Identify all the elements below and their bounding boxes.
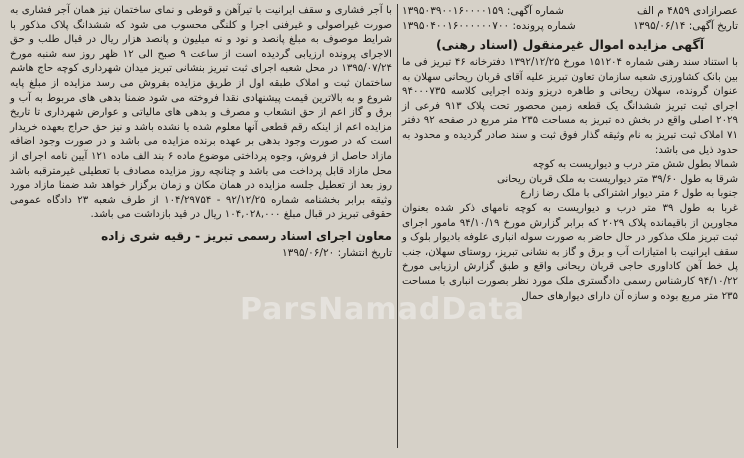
header-row-1 [402,4,738,19]
publish-date: تاریخ انتشار: ۱۳۹۵/۰۶/۲۰ [282,246,392,259]
left-column [6,4,393,452]
notice-date: تاریخ آگهی: ۱۳۹۵/۰۶/۱۴ [633,20,738,32]
column-divider [397,4,398,448]
notice-title: آگهی مزایده اموال غیرمنقول (اسناد رهنی) [435,37,705,52]
signature-line: معاون اجرای اسناد رسمی تبریز - رقیه شری زاده [101,228,392,243]
right-column [402,4,738,452]
header-row-2 [402,19,738,34]
notice-number: شماره آگهی: ۱۳۹۵۰۳۹۰۰۱۶۰۰۰۰۱۵۹ [402,5,564,17]
left-body-text: با آجر فشاری و سقف ایرانیت با تیرآهن و قوطی و نمای ساختمان نیز همان آجر فشاری به صورت غیراصولی و غیرفنی اجرا و کلنگی محسوب می شود که ششدانگ پلاک مذکور با شرایط موصوف به مبلغ پانصد و نود و نه میلیون و پانصد هزار ریال در قبال طلب و حق الاجرای پرونده ارزیابی گردیده است از ساعت ۹ صبح الی ۱۲ ظهر روز سه شنبه مورخ ۱۳۹۵/۰۷/۲۴ در محل شعبه اجرای ثبت تبریز بنشانی تبریز میدان شهرداری کوچه حاج هاشم ساختمان ثبت و املاک طبقه اول از طریق مزایده بفروش می رسد مزایده از مبلغ پایه شروع و به بالاترین قیمت پیشنهادی نقدا فروخته می شود ضمنا بدهی های مربوط به آب و برق و گاز اعم از حق انشعاب و مصرف و بدهی های مالیاتی و عوارض شهرداری تا تاریخ مزایده اعم از اینکه رقم قطعی آنها معلوم شده یا نشده باشد و نیز حق حراج بعهده خریدار است که در صورت وجود بدهی بر عهده برنده مزایده می باشد و در صورت وجود اضافه مازاد حاصل از فروش، وجوه پرداختی موضوع ماده ۶ بند الف ماده ۱۲۱ آیین نامه اجرای از محل مازاد قابل پرداخت می باشد و چنانچه روز مزایده مصادف با تعطیلی غیرمترقبه باشد روز بعد از تعطیل جلسه مزایده در همان مکان و زمان برگزار خواهد شد ضمنا مازاد مورد وثیقه برابر بخشنامه شماره ۹۲/۱۲/۲۵ - ۱۰۴/۲۹۷۵۴ از طرف شعبه ۲۳ دادگاه عمومی حقوقی تبریز در قبال مبلغ ۱۰۴,۰۲۸,۰۰۰ ریال در قید بازداشت می باشد. [6,5,393,221]
case-number: شماره پرونده: ۱۳۹۵۰۴۰۰۱۶۰۰۰۰۰۰۷۰۰ [402,20,576,32]
publisher-number: عصرازادی ۴۸۵۹ م الف [636,5,738,17]
watermark: ParsNamadData [240,292,526,327]
right-body-text: با استناد سند رهنی شماره ۱۵۱۲۰۴ مورخ ۱۳۹۲/۱۲/۲۵ دفترخانه ۴۶ تبریز فی ما بین بانک کشاورزی شعبه سازمان تعاون تبریز علیه آقای قربان ریحانی سهلان به عنوان گرونده، سهلان ریحانی و طاهره دریزو ونده اجرایی کلاسه ۹۴۰۰۰۷۳۵ اجرای ثبت تبریز ششدانگ یک قطعه زمین محصور تحت پلاک ۹۱۳ فرعی از ۲۰۲۹ اصلی واقع در بخش ده تبریز به مساحت ۲۳۵ متر مربع در صفحه ۹۲ دفتر ۷۱ املاک ثبت تبریز به نام وثیقه گذار فوق ثبت و سند صادر گردیده و محدود به حدود ذیل می باشد: شمالا بطول شش متر درب و دیواریست به کوچه شرقا به طول ۳۹/۶۰ متر دیواریست به ملک قربان ریحانی جنوبا به طول ۶ متر دیوار اشتراکی با ملک رضا زارع غربا به طول ۳۹ متر درب و دیواریست به کوچه نامهای ذکر شده بعنوان مجاورین از باقیمانده پلاک ۲۰۲۹ که برابر گزارش مورخ ۹۴/۱۰/۱۹ مامور اجرای ثبت تبریز ملک مذکور در حال حاضر به صورت سوله انباری علوفه بادیوار بلوک و سقف ایرانیت با امتیازات آب و برق و گاز به نشانی تبریز، روستای سهلان، جنب پل خط آهن کاداوری حاجی قربان ریحانی واقع و طبق گزارش ارزیابی مورخ ۹۴/۱۰/۲۲ کارشناس رسمی دادگستری ملک مورد نظر بصورت انباری با مساحت ۲۳۵ متر مربع بوده و سازه آن دارای دیوارهای حمال [402,57,738,302]
